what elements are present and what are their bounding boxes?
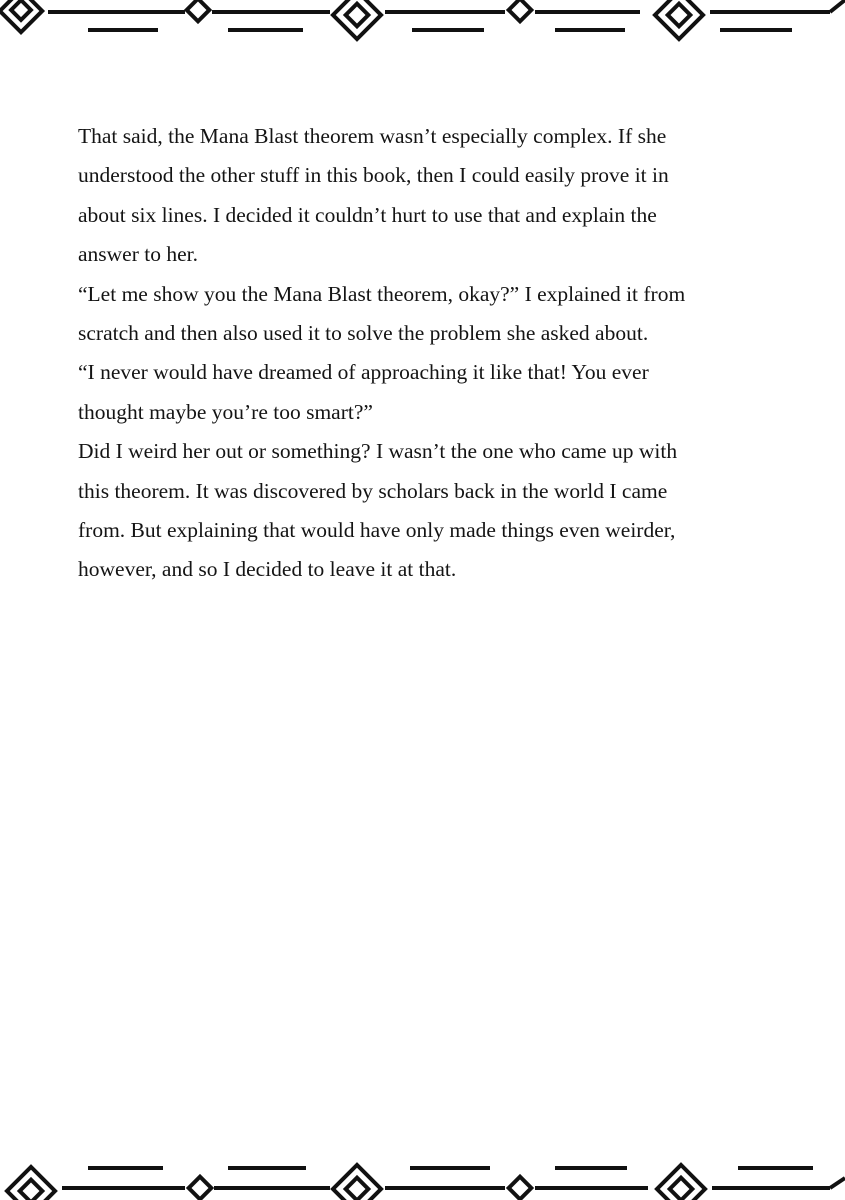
text-line: however, and so I decided to leave it at that. <box>78 557 457 582</box>
text-line: That said, the Mana Blast theorem wasn’t especially complex. If she <box>78 124 667 148</box>
text-line: thought maybe you’re too smart?” <box>78 399 373 424</box>
text-line: about six lines. I decided it couldn’t hurt to use that and explain the <box>78 202 657 227</box>
body-text <box>78 117 778 590</box>
text-line: from. But explaining that would have only made things even weirder, <box>78 518 676 543</box>
text-line: this theorem. It was discovered by scholars back in the world I came <box>78 478 668 503</box>
text-line: “Let me show you the Mana Blast theorem, okay?” I explained it from <box>78 281 686 306</box>
top-ornamental-border <box>0 0 845 60</box>
text-line: answer to her. <box>78 242 199 267</box>
text-line: Did I weird her out or something? I wasn’t the one who came up with <box>78 439 678 464</box>
text-line: scratch and then also used it to solve the problem she asked about. <box>78 321 649 346</box>
bottom-border-graphic <box>0 1140 845 1200</box>
text-line: “I never would have dreamed of approaching it like that! You ever <box>78 360 649 385</box>
top-border-graphic <box>0 0 845 60</box>
bottom-ornamental-border <box>0 1140 845 1200</box>
text-line: understood the other stuff in this book, then I could easily prove it in <box>78 163 669 188</box>
